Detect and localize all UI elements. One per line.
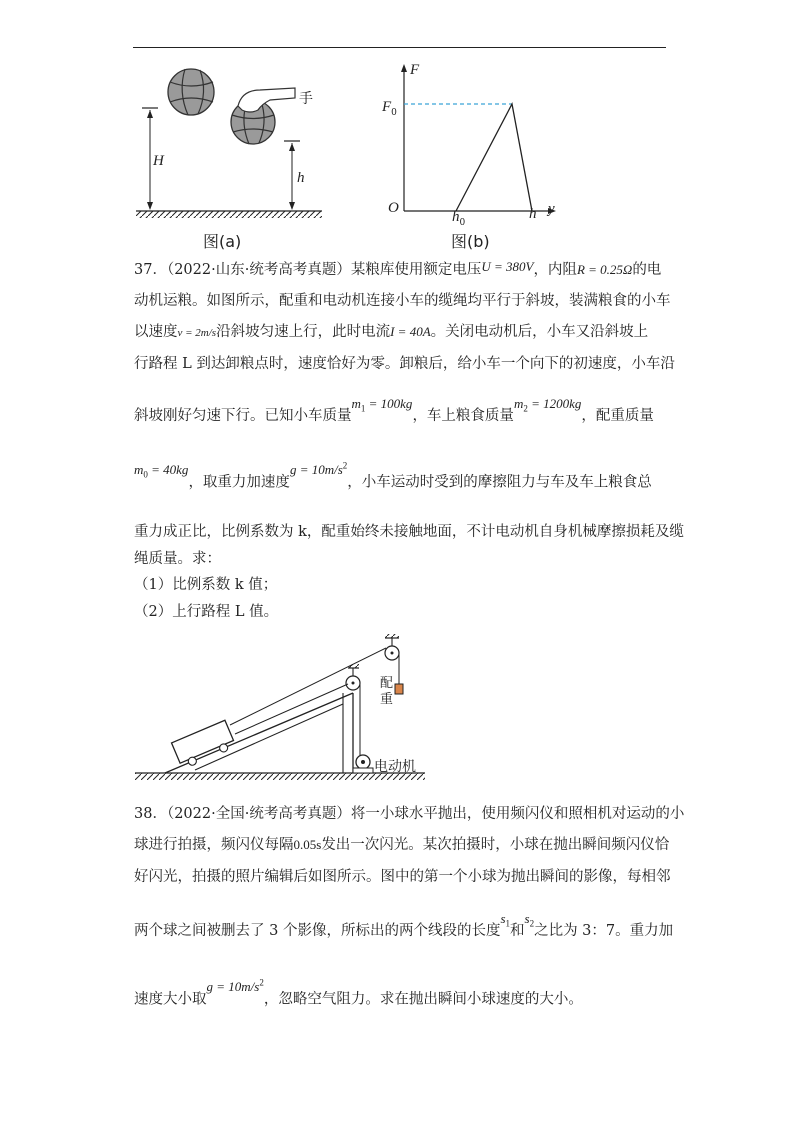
q37-line6: $m_0 = 40kg$，取重力加速度$g = 10m/s^2$，小车运动时受到的摩擦阻力与车及车上粮食总 bbox=[134, 461, 652, 491]
car-icon bbox=[172, 720, 237, 769]
q37-line8: 绳质量。求： bbox=[134, 551, 221, 567]
H-label: H bbox=[153, 153, 164, 169]
q38-line3: 好闪光，拍摄的照片编辑后如图所示。图中的第一个小球为抛出瞬间的影像，每相邻 bbox=[134, 869, 671, 885]
motor-icon bbox=[353, 755, 373, 773]
q37-line1: 37．（2022·山东·统考高考真题）某粮库使用额定电压U = 380V，内阻R = 0.25Ω的电 bbox=[134, 259, 662, 278]
figure-a-caption: 图(a) bbox=[203, 232, 242, 251]
q38-line2: 球进行拍摄，频闪仪每隔0.05s发出一次闪光。某次拍摄时，小球在抛出瞬间频闪仪恰 bbox=[134, 837, 670, 853]
figure-b-caption: 图(b) bbox=[451, 232, 490, 251]
origin-label: O bbox=[388, 200, 399, 216]
figure-b bbox=[390, 60, 560, 220]
F0-label: $F_0$ bbox=[382, 99, 397, 119]
basketball-icon bbox=[168, 69, 214, 115]
q37-line5: 斜坡刚好匀速下行。已知小车质量$m_1 = 100kg$，车上粮食质量$m_2 = 1200kg$，配重质量 bbox=[134, 396, 654, 424]
q37-sub1: （1）比例系数 k 值； bbox=[134, 577, 278, 593]
h-axis-label: h bbox=[529, 206, 537, 222]
q38-line4: 两个球之间被删去了 3 个影像，所标出的两个线段的长度$s_1$和$s_2$之比为 3：7。重力加 bbox=[134, 911, 674, 939]
q37-line7: 重力成正比，比例系数为 k，配重始终未接触地面，不计电动机自身机械摩擦损耗及缆 bbox=[134, 524, 684, 540]
q37-line4: 行路程 L 到达卸粮点时，速度恰好为零。卸粮后，给小车一个向下的初速度，小车沿 bbox=[134, 356, 675, 372]
q37-line3: 以速度v = 2m/s沿斜坡匀速上行，此时电流I = 40A。关闭电动机后，小车又沿斜坡上 bbox=[134, 324, 649, 340]
q37-line2: 动机运粮。如图所示，配重和电动机连接小车的缆绳均平行于斜坡，装满粮食的小车 bbox=[134, 293, 671, 309]
y-axis-label: y bbox=[548, 201, 555, 217]
q38-line5: 速度大小取$g = 10m/s^2$，忽略空气阻力。求在抛出瞬间小球速度的大小。 bbox=[134, 978, 583, 1008]
h-label: h bbox=[297, 170, 305, 186]
motor-label: 电动机 bbox=[374, 759, 416, 775]
q38-line1: 38．（2022·全国·统考高考真题）将一小球水平抛出，使用频闪仪和照相机对运动的小 bbox=[134, 806, 685, 822]
basketball-with-hand-icon bbox=[231, 88, 295, 144]
q37-sub2: （2）上行路程 L 值。 bbox=[134, 604, 279, 620]
weight-label: 配 重 bbox=[380, 676, 394, 707]
figure-a bbox=[130, 60, 330, 220]
hand-label: 手 bbox=[299, 91, 313, 107]
F-axis-label: F bbox=[410, 62, 420, 78]
header-rule bbox=[133, 47, 666, 48]
h0-label: $h_0$ bbox=[452, 209, 466, 229]
